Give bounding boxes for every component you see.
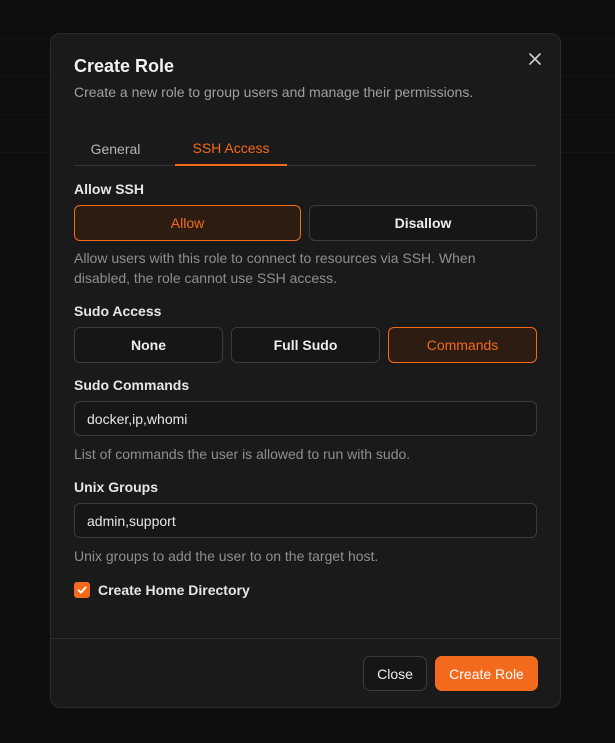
tab-ssh-access[interactable]: SSH Access: [175, 133, 287, 166]
unix-groups-label: Unix Groups: [74, 479, 159, 495]
create-role-button[interactable]: Create Role: [435, 656, 538, 691]
sudo-commands-input[interactable]: [74, 401, 537, 436]
sudo-full-button[interactable]: Full Sudo: [231, 327, 380, 363]
tab-bar: [74, 133, 537, 166]
footer-divider: [51, 638, 560, 639]
sudo-commands-button[interactable]: Commands: [388, 327, 537, 363]
close-icon[interactable]: [524, 48, 546, 70]
disallow-ssh-button[interactable]: Disallow: [309, 205, 537, 241]
unix-groups-input[interactable]: [74, 503, 537, 538]
create-home-directory-row[interactable]: [74, 582, 250, 598]
check-icon: [76, 584, 88, 596]
dialog-subtitle: Create a new role to group users and manage their permissions.: [74, 84, 474, 100]
create-home-directory-checkbox[interactable]: [74, 582, 90, 598]
allow-ssh-label: Allow SSH: [74, 181, 145, 197]
allow-ssh-help: Allow users with this role to connect to resources via SSH. When disabled, the role cannot use SSH access.: [74, 250, 476, 286]
sudo-access-label: Sudo Access: [74, 303, 162, 319]
close-button[interactable]: Close: [363, 656, 427, 691]
sudo-commands-label: Sudo Commands: [74, 377, 190, 393]
dialog-title: Create Role: [74, 56, 175, 76]
create-role-dialog: [50, 33, 561, 708]
sudo-none-button[interactable]: None: [74, 327, 223, 363]
tab-general[interactable]: General: [90, 140, 141, 157]
sudo-commands-help: List of commands the user is allowed to run with sudo.: [74, 446, 411, 462]
allow-ssh-button[interactable]: Allow: [74, 205, 301, 241]
create-home-directory-label: Create Home Directory: [98, 582, 250, 598]
unix-groups-help: Unix groups to add the user to on the target host.: [74, 548, 379, 564]
